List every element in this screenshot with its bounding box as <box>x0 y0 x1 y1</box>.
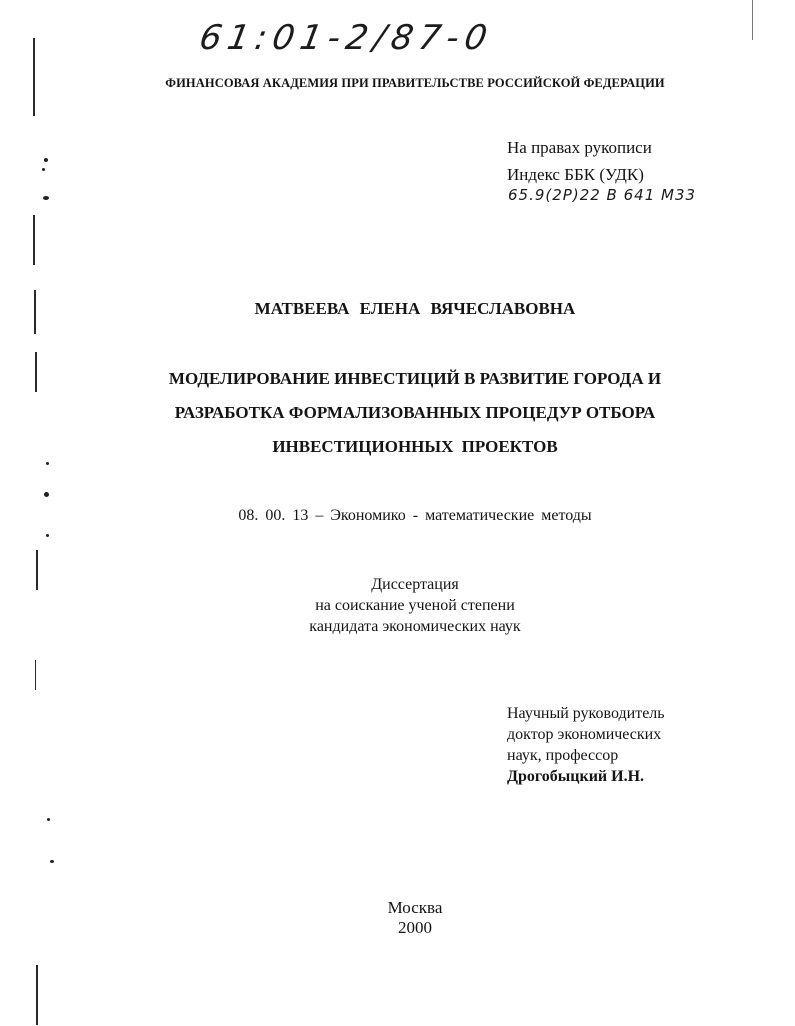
supervisor-rank: наук, профессор <box>507 747 619 764</box>
bbk-index-code-handwritten: 65.9(2Р)22 В 641 М33 <box>508 186 697 204</box>
scan-speck <box>46 462 49 465</box>
archive-code-handwritten: 61:01-2/87-0 <box>196 18 497 58</box>
scan-edge-line <box>35 660 36 690</box>
dissertation-label: Диссертация <box>371 576 459 593</box>
scan-speck <box>50 860 54 863</box>
scan-speck <box>44 158 48 162</box>
specialty-code: 08. 00. 13 – Экономико - математические методы <box>238 507 592 524</box>
bbk-index-label: Индекс ББК (УДК) <box>507 165 644 184</box>
scan-edge-line <box>36 965 38 1025</box>
thesis-title-line: МОДЕЛИРОВАНИЕ ИНВЕСТИЦИЙ В РАЗВИТИЕ ГОРОДА И <box>168 369 662 388</box>
manuscript-rights-label: На правах рукописи <box>507 138 652 157</box>
scan-speck <box>42 168 45 171</box>
scan-edge-line <box>752 0 753 40</box>
thesis-title-line: РАЗРАБОТКА ФОРМАЛИЗОВАННЫХ ПРОЦЕДУР ОТБОРА <box>174 403 656 422</box>
academy-name: ФИНАНСОВАЯ АКАДЕМИЯ ПРИ ПРАВИТЕЛЬСТВЕ РОССИЙСКОЙ ФЕДЕРАЦИИ <box>165 76 665 90</box>
scan-speck <box>46 534 49 537</box>
thesis-title-line: ИНВЕСТИЦИОННЫХ ПРОЕКТОВ <box>272 437 558 456</box>
scan-edge-line <box>33 215 35 265</box>
scan-speck <box>44 492 49 497</box>
supervisor-name: Дрогобыцкий И.Н. <box>507 768 645 785</box>
author-name: МАТВЕЕВА ЕЛЕНА ВЯЧЕСЛАВОВНА <box>254 299 576 318</box>
city: Москва <box>387 898 443 917</box>
dissertation-degree-line: на соискание ученой степени <box>315 597 515 614</box>
year: 2000 <box>398 918 432 937</box>
scan-speck <box>47 818 50 821</box>
supervisor-degree: доктор экономических <box>507 726 662 743</box>
scan-speck <box>43 196 49 200</box>
supervisor-title: Научный руководитель <box>507 705 665 722</box>
dissertation-degree-line: кандидата экономических наук <box>309 618 521 635</box>
